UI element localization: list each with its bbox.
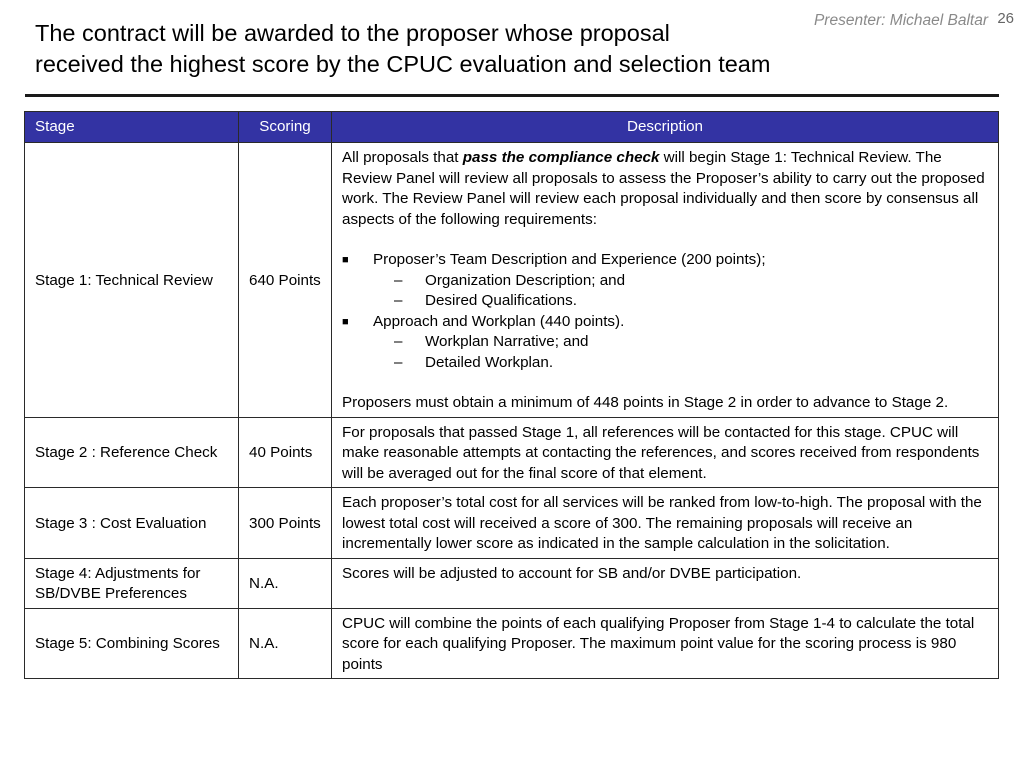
description-intro	[342, 148, 988, 230]
title-line-2: received the highest score by the CPUC evaluation and selection team	[35, 51, 771, 77]
dash-bullet-icon: –	[394, 271, 403, 289]
dash-bullet-icon: –	[394, 333, 403, 350]
scoring-table	[24, 111, 999, 679]
bullet-text: Approach and Workplan (440 points).	[373, 312, 625, 330]
table-row	[25, 558, 999, 608]
column-header-scoring: Scoring	[239, 112, 332, 143]
table-row	[25, 143, 999, 418]
table-row	[25, 608, 999, 679]
title-line-1: The contract will be awarded to the proposer whose proposal	[35, 20, 670, 46]
stage-cell: Stage 4: Adjustments for SB/DVBE Preferences	[25, 558, 239, 608]
description-cell: CPUC will combine the points of each qualifying Proposer from Stage 1-4 to calculate the total score for each qualifying Proposer. The maximum point value for the scoring process is 980 points	[332, 608, 999, 679]
page-number: 26	[997, 10, 1014, 27]
square-bullet-icon: ■	[342, 315, 349, 328]
square-bullet-icon: ■	[342, 254, 349, 266]
scoring-cell: N.A.	[239, 608, 332, 679]
stage-cell: Stage 5: Combining Scores	[25, 608, 239, 679]
scoring-cell: N.A.	[239, 558, 332, 608]
scoring-cell: 40 Points	[239, 417, 332, 488]
description-intro-post: will begin Stage 1: Technical Review. The Review Panel will review all proposals to assess the Proposer’s ability to carry out the proposed work. The Review Panel will review each proposal individually and then score by consensus all aspects of the following requirements:	[342, 149, 985, 228]
sub-bullet-text: Organization Description; and	[425, 271, 626, 289]
compliance-emphasis: pass the compliance check	[462, 149, 660, 166]
title-divider	[25, 94, 999, 97]
column-header-description: Description	[332, 112, 999, 143]
description-cell: Scores will be adjusted to account for SB and/or DVBE participation.	[332, 558, 999, 608]
presenter-label: Presenter: Michael Baltar	[813, 12, 988, 29]
column-header-stage: Stage	[25, 112, 239, 143]
description-cell	[332, 143, 999, 418]
list-item	[342, 291, 988, 312]
stage-cell: Stage 1: Technical Review	[25, 143, 239, 418]
dash-bullet-icon: –	[394, 292, 403, 309]
description-cell: Each proposer’s total cost for all services will be ranked from low-to-high. The proposal with the lowest total cost will received a score of 300. The remaining proposals will receive an incrementally lower score as indicated in the sample calculation in the solicitation.	[332, 488, 999, 559]
page-title	[35, 18, 855, 80]
description-cell: For proposals that passed Stage 1, all references will be contacted for this stage. CPUC will make reasonable attempts at contacting the references, and scores received from respondents will be averaged out for the final score of that element.	[332, 417, 999, 488]
bullet-text: Proposer’s Team Description and Experience (200 points);	[373, 251, 766, 268]
sub-bullet-text: Desired Qualifications.	[425, 292, 577, 309]
list-item	[342, 250, 988, 271]
list-item	[342, 271, 988, 292]
scoring-cell: 300 Points	[239, 488, 332, 559]
table-row	[25, 417, 999, 488]
sub-bullet-text: Detailed Workplan.	[425, 353, 554, 371]
dash-bullet-icon: –	[394, 353, 403, 371]
description-intro-pre: All proposals that	[342, 149, 459, 166]
scoring-cell: 640 Points	[239, 143, 332, 418]
stage-cell: Stage 3 : Cost Evaluation	[25, 488, 239, 559]
table-row	[25, 488, 999, 559]
stage-cell: Stage 2 : Reference Check	[25, 417, 239, 488]
list-item	[342, 312, 988, 333]
description-footer: Proposers must obtain a minimum of 448 points in Stage 2 in order to advance to Stage 2.	[342, 394, 949, 411]
list-item	[342, 353, 988, 374]
list-item	[342, 332, 988, 353]
table-header-row	[25, 112, 999, 143]
sub-bullet-text: Workplan Narrative; and	[425, 333, 589, 350]
